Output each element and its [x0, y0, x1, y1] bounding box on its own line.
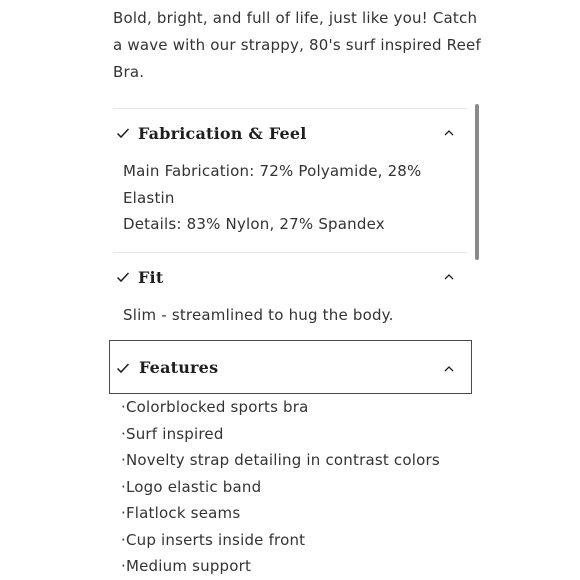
- check-icon: [116, 270, 130, 284]
- chevron-up-icon[interactable]: [444, 129, 454, 137]
- check-icon: [116, 126, 130, 140]
- feature-item: · Surf inspired: [121, 421, 471, 448]
- product-description: Bold, bright, and full of life, just like you! Catch a wave with our strappy, 80's surf inspired Reef Bra.: [113, 9, 481, 81]
- accordion-body-fabrication: [123, 158, 463, 238]
- scrollbar-thumb[interactable]: [475, 104, 479, 260]
- chevron-up-icon[interactable]: [444, 365, 454, 373]
- fit-description-text: Slim - streamlined to hug the body.: [123, 306, 394, 324]
- accordion-title-fabrication: Fabrication & Feel: [138, 124, 307, 143]
- section-divider: [113, 108, 467, 109]
- feature-item: · Novelty strap detailing in contrast colors: [121, 447, 471, 474]
- accordion-body-fit: [123, 302, 463, 329]
- feature-item: · Colorblocked sports bra: [121, 394, 471, 421]
- accordion-header-fabrication[interactable]: [113, 114, 467, 154]
- accordion-header-features[interactable]: [109, 340, 472, 394]
- accordion-title-fit: Fit: [138, 268, 164, 287]
- feature-item: · Flatlock seams: [121, 500, 471, 527]
- check-icon: [116, 361, 130, 375]
- section-divider: [113, 252, 467, 253]
- features-list: [121, 394, 471, 580]
- fabrication-details-text: Details: 83% Nylon, 27% Spandex: [123, 215, 385, 233]
- feature-item: · Logo elastic band: [121, 474, 471, 501]
- feature-item: · Medium support: [121, 553, 471, 580]
- feature-item: · Cup inserts inside front: [121, 527, 471, 554]
- chevron-up-icon[interactable]: [444, 273, 454, 281]
- accordion-title-features: Features: [139, 358, 219, 377]
- fabrication-main-text: Main Fabrication: 72% Polyamide, 28% Elastin: [123, 162, 422, 207]
- accordion-header-fit[interactable]: [113, 258, 467, 298]
